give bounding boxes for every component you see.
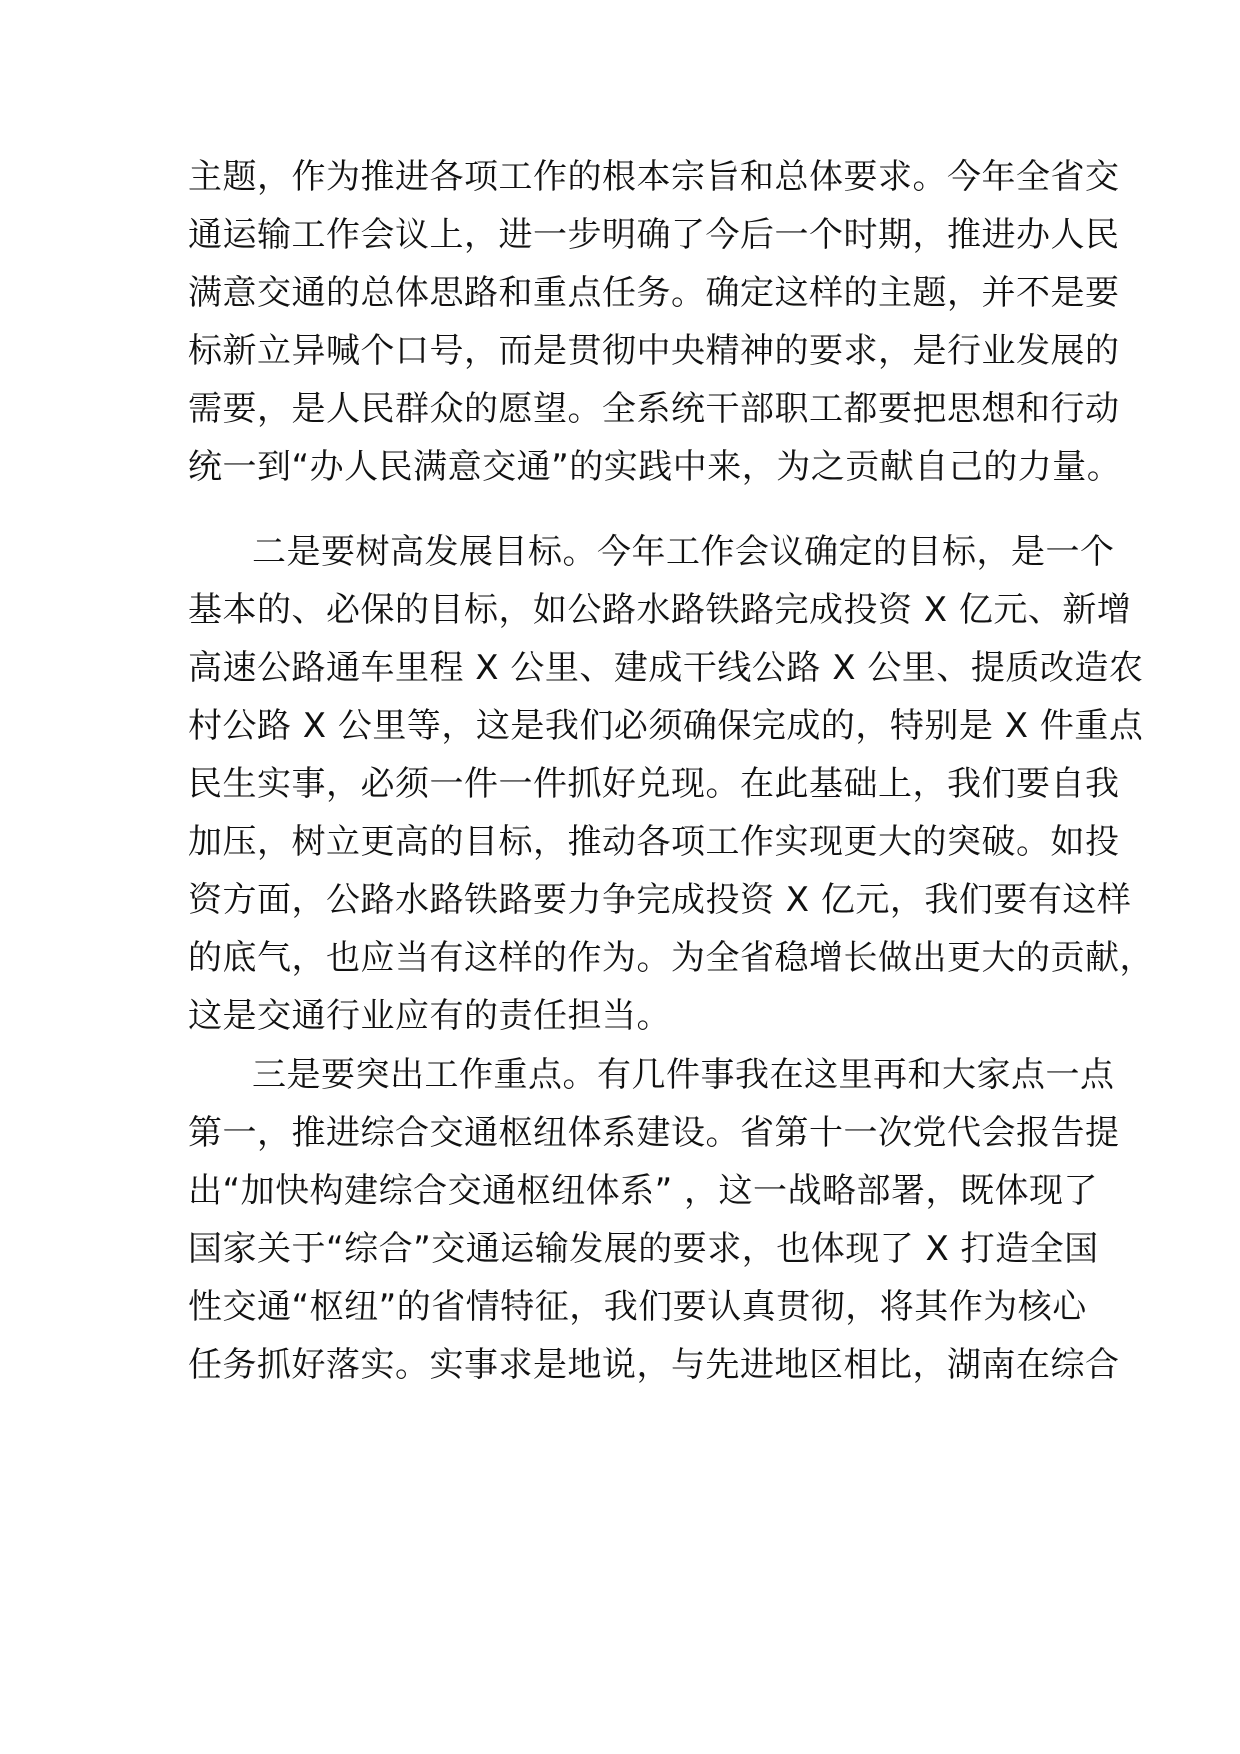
paragraph-2-line: 基本的、必保的目标，如公路水路铁路完成投资 X 亿元、新增 (188, 590, 1132, 630)
paragraph-1-line: 主题，作为推进各项工作的根本宗旨和总体要求。今年全省交 (188, 157, 1120, 197)
paragraph-1-line: 统一到“办人民满意交通”的实践中来，为之贡献自己的力量。 (188, 447, 1122, 487)
paragraph-2-line: 的底气，也应当有这样的作为。为全省稳增长做出更大的贡献， (188, 938, 1154, 978)
paragraph-1-line: 需要，是人民群众的愿望。全系统干部职工都要把思想和行动 (188, 389, 1120, 429)
paragraph-2-line: 民生实事，必须一件一件抓好兑现。在此基础上，我们要自我 (188, 764, 1120, 804)
paragraph-3-line: 国家关于“综合”交通运输发展的要求，也体现了 X 打造全国 (188, 1229, 1099, 1269)
paragraph-3-line: 出“加快构建综合交通枢纽体系” ，这一战略部署，既体现了 (188, 1171, 1099, 1211)
paragraph-3-first-line: 三是要突出工作重点。有几件事我在这里再和大家点一点 (252, 1055, 1115, 1095)
paragraph-2-line: 加压，树立更高的目标，推动各项工作实现更大的突破。如投 (188, 822, 1120, 862)
paragraph-3-line: 性交通“枢纽”的省情特征，我们要认真贯彻，将其作为核心 (188, 1287, 1087, 1327)
paragraph-2-first-line: 二是要树高发展目标。今年工作会议确定的目标，是一个 (252, 532, 1115, 572)
paragraph-2-line: 这是交通行业应有的责任担当。 (188, 996, 671, 1036)
paragraph-3-line: 任务抓好落实。实事求是地说，与先进地区相比，湖南在综合 (188, 1345, 1120, 1385)
paragraph-1-line: 满意交通的总体思路和重点任务。确定这样的主题，并不是要 (188, 273, 1120, 313)
paragraph-2-line: 高速公路通车里程 X 公里、建成干线公路 X 公里、提质改造农 (188, 648, 1144, 688)
paragraph-3-line: 第一，推进综合交通枢纽体系建设。省第十一次党代会报告提 (188, 1113, 1120, 1153)
paragraph-2-line: 资方面，公路水路铁路要力争完成投资 X 亿元，我们要有这样 (188, 880, 1132, 920)
paragraph-2-line: 村公路 X 公里等，这是我们必须确保完成的，特别是 X 件重点 (188, 706, 1144, 746)
paragraph-1-line: 通运输工作会议上，进一步明确了今后一个时期，推进办人民 (188, 215, 1120, 255)
paragraph-1-line: 标新立异喊个口号，而是贯彻中央精神的要求，是行业发展的 (188, 331, 1120, 371)
